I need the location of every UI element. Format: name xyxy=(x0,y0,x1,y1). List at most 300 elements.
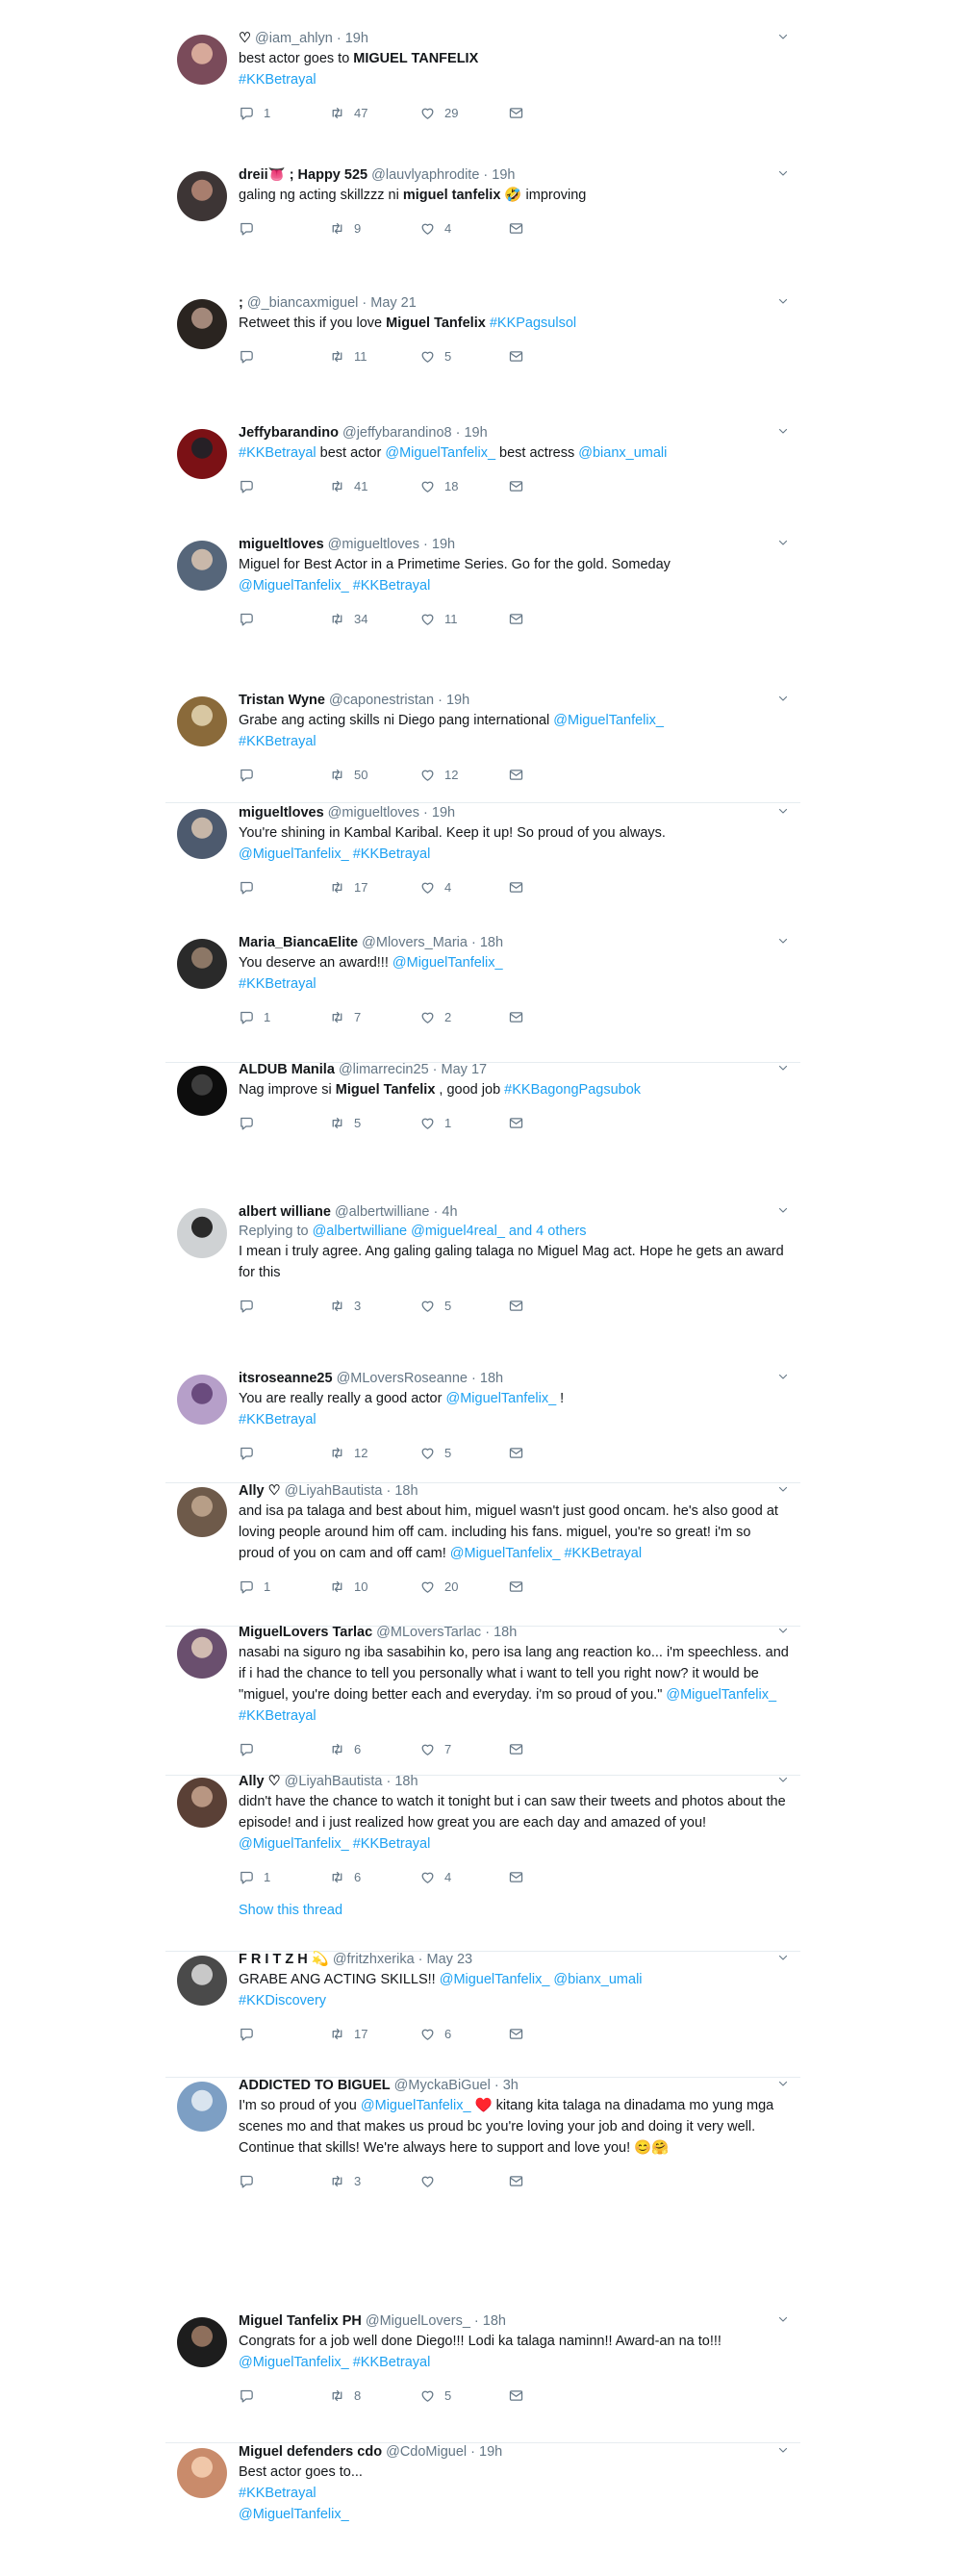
mention-link[interactable]: @MiguelTanfelix_ xyxy=(392,955,503,971)
like-button[interactable] xyxy=(419,102,458,123)
message-button[interactable] xyxy=(508,1295,524,1316)
timestamp[interactable]: 4h xyxy=(442,1204,458,1220)
retweet-icon xyxy=(329,348,345,365)
timestamp[interactable]: 18h xyxy=(479,935,504,950)
message-button[interactable] xyxy=(508,475,524,496)
chevron-down-icon[interactable] xyxy=(777,693,789,704)
username[interactable]: @lauvlyaphrodite xyxy=(371,167,480,183)
reply-button[interactable] xyxy=(239,876,264,897)
message-button[interactable] xyxy=(508,1006,524,1027)
username[interactable]: @limarrecin25 xyxy=(338,1062,429,1077)
tweet-card[interactable] xyxy=(165,1623,800,1776)
reply-button[interactable] xyxy=(239,1866,270,1887)
tweet-actions xyxy=(239,764,789,785)
display-name[interactable]: ♡ xyxy=(239,31,251,46)
message-button[interactable] xyxy=(508,2385,524,2406)
display-name[interactable]: migueltloves xyxy=(239,537,324,552)
envelope-icon xyxy=(508,1298,524,1314)
tweet-header xyxy=(239,535,789,554)
display-name[interactable]: migueltloves xyxy=(239,805,324,821)
chevron-down-icon[interactable] xyxy=(777,2444,789,2456)
replie-count: 1 xyxy=(264,1578,271,1594)
tweet-card[interactable] xyxy=(165,165,800,250)
tweet-header xyxy=(239,1369,789,1388)
avatar[interactable] xyxy=(177,809,227,859)
message-button[interactable] xyxy=(508,876,524,897)
timestamp[interactable]: 19h xyxy=(445,693,470,708)
tweet-card[interactable] xyxy=(165,1481,800,1627)
mention-link[interactable]: @MiguelTanfelix_ xyxy=(553,713,664,728)
separator-dot: · xyxy=(481,1625,494,1640)
chevron-down-icon[interactable] xyxy=(777,935,789,947)
hashtag-link[interactable]: #KKBetrayal xyxy=(239,445,316,461)
like-button[interactable] xyxy=(419,2170,444,2191)
display-name[interactable]: ALDUB Manila xyxy=(239,1062,335,1077)
message-button[interactable] xyxy=(508,1112,524,1133)
reply-icon xyxy=(239,1445,255,1461)
like-button[interactable] xyxy=(419,1738,451,1759)
timestamp[interactable]: 18h xyxy=(494,1625,518,1640)
chevron-down-icon[interactable] xyxy=(777,1062,789,1073)
like-button[interactable] xyxy=(419,608,458,629)
chevron-down-icon[interactable] xyxy=(777,537,789,548)
message-button[interactable] xyxy=(508,1866,524,1887)
highlighted-term: Miguel Tanfelix xyxy=(335,1082,436,1098)
retweet-button[interactable] xyxy=(329,1576,367,1597)
text-segment: best actor xyxy=(316,445,386,461)
envelope-icon xyxy=(508,1445,524,1461)
avatar[interactable] xyxy=(177,2082,227,2132)
chevron-down-icon[interactable] xyxy=(777,1204,789,1216)
reply-button[interactable] xyxy=(239,2385,264,2406)
text-segment: Grabe ang acting skills ni Diego pang international xyxy=(239,713,554,728)
hashtag-link[interactable]: #KKBetrayal xyxy=(239,976,316,992)
envelope-icon xyxy=(508,1741,524,1757)
envelope-icon xyxy=(508,2173,524,2189)
others-link[interactable]: and 4 others xyxy=(504,1224,587,1239)
like-count: 7 xyxy=(444,1741,452,1756)
tweet-content xyxy=(239,423,789,496)
retweet-button[interactable] xyxy=(329,1442,367,1463)
reply-icon xyxy=(239,767,255,783)
tweet-card[interactable] xyxy=(165,535,800,660)
tweet-card[interactable] xyxy=(165,423,800,529)
like-button[interactable] xyxy=(419,2385,451,2406)
reply-button[interactable] xyxy=(239,102,270,123)
retweet-button[interactable] xyxy=(329,876,367,897)
text-segment: 🤣 improving xyxy=(500,188,587,203)
tweet-text xyxy=(239,2095,789,2159)
chevron-down-icon[interactable] xyxy=(777,2313,789,2325)
tweet-content xyxy=(239,1060,789,1133)
avatar[interactable] xyxy=(177,2317,227,2367)
retweet-button[interactable] xyxy=(329,345,367,366)
reply-button[interactable] xyxy=(239,2023,264,2044)
mention-link[interactable]: @MiguelTanfelix_ xyxy=(239,2355,349,2370)
timestamp[interactable]: 19h xyxy=(492,167,516,183)
avatar[interactable] xyxy=(177,2448,227,2498)
retweet-icon xyxy=(329,105,345,121)
display-name[interactable]: F R I T Z H 💫 xyxy=(239,1952,329,1967)
chevron-down-icon[interactable] xyxy=(777,295,789,307)
reply-button[interactable] xyxy=(239,1442,264,1463)
like-button[interactable] xyxy=(419,764,458,785)
reply-button[interactable] xyxy=(239,217,264,239)
chevron-down-icon[interactable] xyxy=(777,167,789,179)
tweet-card[interactable] xyxy=(165,1369,800,1483)
avatar[interactable] xyxy=(177,1778,227,1828)
chevron-down-icon[interactable] xyxy=(777,425,789,437)
retweet-icon xyxy=(329,879,345,896)
tweet-actions xyxy=(239,1295,789,1316)
chevron-down-icon[interactable] xyxy=(777,1774,789,1785)
envelope-icon xyxy=(508,105,524,121)
envelope-icon xyxy=(508,1115,524,1131)
avatar[interactable] xyxy=(177,429,227,479)
envelope-icon xyxy=(508,879,524,896)
hashtag-link[interactable]: #KKBetrayal xyxy=(239,734,316,749)
tweet-header xyxy=(239,803,789,822)
hashtag-link[interactable]: #KKBetrayal xyxy=(352,1836,431,1852)
retweet-button[interactable] xyxy=(329,1006,361,1027)
chevron-down-icon[interactable] xyxy=(777,805,789,817)
username[interactable]: @LiyahBautista xyxy=(284,1483,383,1499)
username[interactable]: @Mlovers_Maria xyxy=(362,935,468,950)
avatar[interactable] xyxy=(177,696,227,746)
tweet-card[interactable] xyxy=(165,2076,800,2307)
retweet-button[interactable] xyxy=(329,102,367,123)
avatar[interactable] xyxy=(177,1487,227,1537)
display-name[interactable]: ADDICTED TO BIGUEL xyxy=(239,2078,391,2093)
timestamp[interactable]: 18h xyxy=(482,2313,506,2329)
reply-button[interactable] xyxy=(239,1738,264,1759)
reply-button[interactable] xyxy=(239,2170,264,2191)
tweet-card[interactable] xyxy=(165,1060,800,1202)
retweet-icon xyxy=(329,1869,345,1885)
tweet-card[interactable] xyxy=(165,2311,800,2443)
reply-button[interactable] xyxy=(239,1295,264,1316)
heart-icon xyxy=(419,1009,436,1025)
tweet-content xyxy=(239,165,789,239)
like-button[interactable] xyxy=(419,1866,451,1887)
text-segment: galing ng acting skillzzz ni xyxy=(239,188,403,203)
reply-button[interactable] xyxy=(239,1112,264,1133)
text-segment: Congrats for a job well done Diego!!! Lodi ka talaga naminn!! Award-an na to!!! xyxy=(239,2334,722,2349)
tweet-text xyxy=(239,1642,789,1727)
tweet-text xyxy=(239,2331,789,2373)
avatar[interactable] xyxy=(177,35,227,85)
tweet-content xyxy=(239,2076,789,2191)
reply-button[interactable] xyxy=(239,608,264,629)
retweet-button[interactable] xyxy=(329,217,361,239)
tweet-card[interactable] xyxy=(165,1950,800,2078)
tweet-card[interactable] xyxy=(165,2442,800,2576)
like-count: 4 xyxy=(444,220,452,236)
message-button[interactable] xyxy=(508,345,524,366)
like-count: 11 xyxy=(444,611,458,626)
tweet-content xyxy=(239,1369,789,1463)
username[interactable]: @migueltloves xyxy=(327,805,419,821)
retweet-button[interactable] xyxy=(329,2385,361,2406)
timestamp[interactable]: 18h xyxy=(479,1371,504,1386)
retweet-button[interactable] xyxy=(329,2170,361,2191)
text-segment: didn't have the chance to watch it tonight but i can saw their tweets and photos about the episode! and i just realized how great you are each day and amazed of you! xyxy=(239,1794,786,1831)
chevron-down-icon[interactable] xyxy=(777,1625,789,1636)
timestamp[interactable]: 19h xyxy=(464,425,488,441)
envelope-icon xyxy=(508,220,524,237)
hashtag-link[interactable]: #KKDiscovery xyxy=(239,1993,327,2008)
avatar[interactable] xyxy=(177,299,227,349)
tweet-card[interactable] xyxy=(165,29,800,120)
timestamp[interactable]: 18h xyxy=(394,1483,418,1499)
tweet-content xyxy=(239,29,789,123)
retweet-icon xyxy=(329,2173,345,2189)
message-button[interactable] xyxy=(508,608,524,629)
show-thread-link[interactable]: Show this thread xyxy=(239,1903,343,1918)
separator-dot: · xyxy=(429,1204,443,1220)
mention-link[interactable]: @miguel4real_ xyxy=(411,1224,505,1239)
mention-link[interactable]: @MiguelTanfelix_ xyxy=(666,1687,777,1703)
timestamp[interactable]: 18h xyxy=(394,1774,418,1789)
reply-button[interactable] xyxy=(239,1006,270,1027)
separator-dot: · xyxy=(382,1774,395,1789)
text-segment: ♥️ kitang kita talaga na dinadama mo yung mga scenes mo and that makes us proud bc you're loving your job and doing it very well. Continue that skills! We're always here to support and love you! 😊🤗 xyxy=(239,2098,774,2156)
hashtag-link[interactable]: #KKBetrayal xyxy=(352,846,431,862)
text-segment: ! xyxy=(556,1391,565,1406)
message-button[interactable] xyxy=(508,1576,524,1597)
hashtag-link[interactable]: #KKBetrayal xyxy=(352,578,431,593)
retweet-button[interactable] xyxy=(329,1738,361,1759)
tweet-card[interactable] xyxy=(165,293,800,378)
message-button[interactable] xyxy=(508,1442,524,1463)
text-segment: best actor goes to xyxy=(239,51,354,66)
chevron-down-icon[interactable] xyxy=(777,1952,789,1963)
display-name[interactable]: Ally ♡ xyxy=(239,1774,281,1789)
reply-button[interactable] xyxy=(239,764,264,785)
retweet-count: 6 xyxy=(354,1869,362,1884)
mention-link[interactable]: @MiguelTanfelix_ xyxy=(449,1546,561,1561)
avatar[interactable] xyxy=(177,541,227,591)
username[interactable]: @LiyahBautista xyxy=(284,1774,383,1789)
heart-icon xyxy=(419,1741,436,1757)
retweet-icon xyxy=(329,767,345,783)
avatar[interactable] xyxy=(177,939,227,989)
retweet-count: 47 xyxy=(354,105,368,120)
envelope-icon xyxy=(508,348,524,365)
tweet-actions xyxy=(239,2385,789,2406)
hashtag-link[interactable]: #KKBetrayal xyxy=(239,1708,316,1724)
chevron-down-icon[interactable] xyxy=(777,1483,789,1495)
reply-button[interactable] xyxy=(239,1576,270,1597)
message-button[interactable] xyxy=(508,102,524,123)
mention-link[interactable]: @albertwilliane xyxy=(312,1224,408,1239)
like-count: 5 xyxy=(444,2387,452,2403)
display-name[interactable]: MiguelLovers Tarlac xyxy=(239,1625,373,1640)
mention-link[interactable]: @MiguelTanfelix_ xyxy=(239,1836,349,1852)
tweet-text xyxy=(239,1501,789,1564)
retweet-count: 6 xyxy=(354,1741,362,1756)
like-button[interactable] xyxy=(419,1006,451,1027)
highlighted-term: miguel tanfelix xyxy=(402,188,501,203)
display-name[interactable]: dreii👅 ; Happy 525 xyxy=(239,167,368,183)
tweet-text xyxy=(239,1079,789,1100)
username[interactable]: @iam_ahlyn xyxy=(255,31,333,46)
like-button[interactable] xyxy=(419,1576,458,1597)
separator-dot: · xyxy=(490,2078,503,2093)
avatar[interactable] xyxy=(177,1956,227,2006)
text-segment: best actress xyxy=(495,445,579,461)
username[interactable]: @albertwilliane xyxy=(334,1204,430,1220)
mention-link[interactable]: @MiguelTanfelix_ xyxy=(239,578,349,593)
like-button[interactable] xyxy=(419,1112,451,1133)
avatar[interactable] xyxy=(177,1208,227,1258)
display-name[interactable]: Miguel defenders cdo xyxy=(239,2444,383,2460)
like-button[interactable] xyxy=(419,475,458,496)
username[interactable]: @CdoMiguel xyxy=(386,2444,468,2460)
mention-link[interactable]: @MiguelTanfelix_ xyxy=(439,1972,550,1987)
reply-icon xyxy=(239,1298,255,1314)
mention-link[interactable]: @MiguelTanfelix_ xyxy=(239,846,349,862)
tweet-card[interactable] xyxy=(165,803,800,934)
display-name[interactable]: ; xyxy=(239,295,243,311)
text-segment: You are really really a good actor xyxy=(239,1391,446,1406)
retweet-button[interactable] xyxy=(329,1866,361,1887)
heart-icon xyxy=(419,348,436,365)
chevron-down-icon[interactable] xyxy=(777,2078,789,2089)
timestamp[interactable]: 19h xyxy=(431,805,456,821)
text-segment: I'm so proud of you xyxy=(239,2098,361,2113)
retweet-button[interactable] xyxy=(329,1112,361,1133)
timestamp[interactable]: 19h xyxy=(479,2444,503,2460)
username[interactable]: @caponestristan xyxy=(329,693,435,708)
avatar[interactable] xyxy=(177,1066,227,1116)
username[interactable]: @MLoversTarlac xyxy=(376,1625,482,1640)
retweet-icon xyxy=(329,2026,345,2042)
retweet-count: 12 xyxy=(354,1445,368,1460)
mention-link[interactable]: @MiguelTanfelix_ xyxy=(239,2507,349,2522)
tweet-text xyxy=(239,2462,789,2525)
mention-link[interactable]: @MiguelTanfelix_ xyxy=(360,2098,471,2113)
retweet-button[interactable] xyxy=(329,475,367,496)
like-button[interactable] xyxy=(419,217,451,239)
display-name[interactable]: Jeffybarandino xyxy=(239,425,339,441)
retweet-icon xyxy=(329,1578,345,1595)
tweet-card[interactable] xyxy=(165,691,800,803)
text-segment: , good job xyxy=(435,1082,505,1098)
retweet-button[interactable] xyxy=(329,764,367,785)
tweet-content xyxy=(239,1772,789,1918)
retweet-button[interactable] xyxy=(329,608,367,629)
timestamp[interactable]: 19h xyxy=(431,537,456,552)
tweet-card[interactable] xyxy=(165,933,800,1063)
username[interactable]: @MLoversRoseanne xyxy=(336,1371,468,1386)
timestamp[interactable]: 3h xyxy=(502,2078,519,2093)
retweet-button[interactable] xyxy=(329,2023,367,2044)
tweet-header xyxy=(239,1060,789,1079)
tweet-header xyxy=(239,1772,789,1791)
tweet-header xyxy=(239,691,789,710)
tweet-actions xyxy=(239,102,789,123)
username[interactable]: @_biancaxmiguel xyxy=(246,295,359,311)
display-name[interactable]: Ally ♡ xyxy=(239,1483,281,1499)
timestamp[interactable]: May 21 xyxy=(370,295,417,311)
chevron-down-icon[interactable] xyxy=(777,1371,789,1382)
like-count: 5 xyxy=(444,348,452,364)
reply-button[interactable] xyxy=(239,345,264,366)
like-button[interactable] xyxy=(419,345,451,366)
message-button[interactable] xyxy=(508,217,524,239)
retweet-icon xyxy=(329,1741,345,1757)
text-segment: Nag improve si xyxy=(239,1082,336,1098)
hashtag-link[interactable]: #KKBetrayal xyxy=(239,72,316,88)
like-count: 20 xyxy=(444,1578,459,1594)
retweet-count: 34 xyxy=(354,611,368,626)
message-button[interactable] xyxy=(508,2023,524,2044)
hashtag-link[interactable]: #KKBetrayal xyxy=(352,2355,431,2370)
tweet-header xyxy=(239,29,789,48)
tweet-actions xyxy=(239,608,789,629)
display-name[interactable]: itsroseanne25 xyxy=(239,1371,333,1386)
avatar[interactable] xyxy=(177,171,227,221)
username[interactable]: @fritzhxerika xyxy=(332,1952,415,1967)
mention-link[interactable]: @bianx_umali xyxy=(553,1972,643,1987)
text-segment: You're shining in Kambal Karibal. Keep it up! So proud of you always. xyxy=(239,825,666,841)
heart-icon xyxy=(419,478,436,494)
like-button[interactable] xyxy=(419,876,451,897)
message-button[interactable] xyxy=(508,2170,524,2191)
avatar[interactable] xyxy=(177,1629,227,1679)
message-button[interactable] xyxy=(508,764,524,785)
hashtag-link[interactable]: #KKBagongPagsubok xyxy=(504,1082,642,1098)
like-button[interactable] xyxy=(419,2023,451,2044)
tweet-card[interactable] xyxy=(165,1202,800,1368)
mention-link[interactable]: @bianx_umali xyxy=(578,445,668,461)
display-name[interactable]: Miguel Tanfelix PH xyxy=(239,2313,362,2329)
display-name[interactable]: albert williane xyxy=(239,1204,331,1220)
chevron-down-icon[interactable] xyxy=(777,31,789,42)
display-name[interactable]: Maria_BiancaElite xyxy=(239,935,359,950)
timestamp[interactable]: May 17 xyxy=(441,1062,488,1077)
mention-link[interactable]: @MiguelTanfelix_ xyxy=(385,445,496,461)
avatar[interactable] xyxy=(177,1375,227,1425)
replying-to-label: Replying to xyxy=(239,1224,313,1239)
tweet-content xyxy=(239,535,789,629)
like-button[interactable] xyxy=(419,1295,451,1316)
message-button[interactable] xyxy=(508,1738,524,1759)
timestamp[interactable]: May 23 xyxy=(426,1952,473,1967)
username[interactable]: @migueltloves xyxy=(327,537,419,552)
envelope-icon xyxy=(508,2026,524,2042)
like-button[interactable] xyxy=(419,1442,451,1463)
separator-dot: · xyxy=(358,295,371,311)
hashtag-link[interactable]: #KKBetrayal xyxy=(239,1412,316,1427)
timestamp[interactable]: 19h xyxy=(344,31,368,46)
username[interactable]: @MiguelLovers_ xyxy=(365,2313,470,2329)
retweet-button[interactable] xyxy=(329,1295,361,1316)
replie-count: 1 xyxy=(264,1009,271,1024)
retweet-count: 10 xyxy=(354,1578,368,1594)
display-name[interactable]: Tristan Wyne xyxy=(239,693,325,708)
mention-link[interactable]: @MiguelTanfelix_ xyxy=(445,1391,557,1406)
hashtag-link[interactable]: #KKBetrayal xyxy=(564,1546,643,1561)
retweet-count: 50 xyxy=(354,767,368,782)
username[interactable]: @MyckaBiGuel xyxy=(393,2078,491,2093)
tweet-card[interactable] xyxy=(165,1772,800,1952)
reply-button[interactable] xyxy=(239,475,264,496)
hashtag-link[interactable]: #KKPagsulsol xyxy=(489,316,577,331)
hashtag-link[interactable]: #KKBetrayal xyxy=(239,2486,316,2501)
username[interactable]: @jeffybarandino8 xyxy=(342,425,452,441)
